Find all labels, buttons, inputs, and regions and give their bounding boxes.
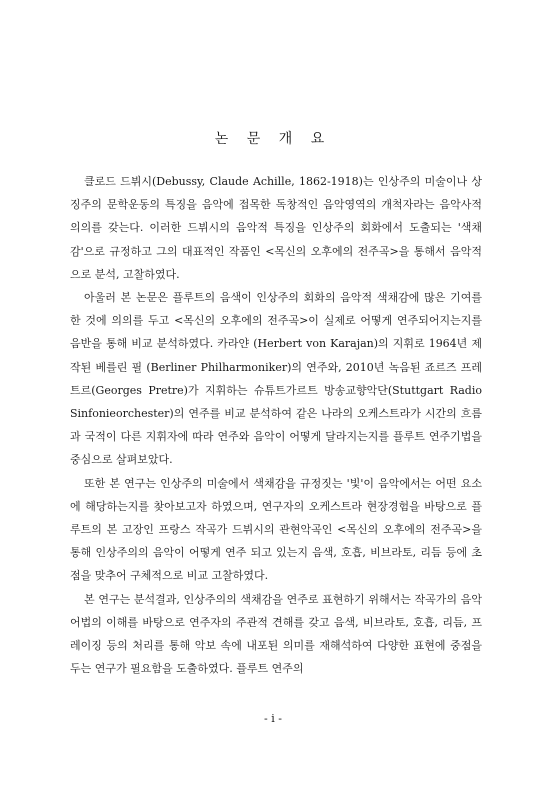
paragraph-1: 클로드 드뷔시(Debussy, Claude Achille, 1862-1918)는 인상주의 미술이나 상징주의 문학운동의 특징을 음악에 접목한 독창적인 음악영역의 개척자라는 음악사적 의의를 갖는다. 이러한 드뷔시의 음악적 특징을 인상주의 회화에서 도출되는 '색채감'으로 규정하고 그의 대표적인 작품인 <목신의 오후에의 전주곡>을 통해서 음악적으로 분석, 고찰하였다.: [70, 175, 482, 281]
abstract-body: [70, 170, 482, 680]
page-title: 논 문 개 요: [214, 131, 332, 147]
page-number: - i -: [264, 712, 282, 725]
paragraph-3: 또한 본 연구는 인상주의 미술에서 색채감을 규정짓는 '빛'이 음악에서는 어떤 요소에 해당하는지를 찾아보고자 하였으며, 연구자의 오케스트라 현장경험을 바탕으로 플루트의 본 고장인 프랑스 작곡가 드뷔시의 관현악곡인 <목신의 오후에의 전주곡>을 통해 인상주의의 음악이 어떻게 연주 되고 있는지 음색, 호흡, 비브라토, 리듬 등에 초점을 맞추어 구체적으로 비교 고찰하였다.: [70, 476, 482, 583]
paragraph-2: 아울러 본 논문은 플루트의 음색이 인상주의 회화의 음악적 색채감에 많은 기여를 한 것에 의의를 두고 <목신의 오후에의 전주곡>이 실제로 어떻게 연주되어지는지를 음반을 통해 비교 분석하였다. 카라얀 (Herbert von Karajan)의 지휘로 1964년 제작된 베를린 필 (Berliner Philharmoniker)의 연주와, 2010년 녹음된 죠르즈 프레트르(Georges Pretre)가 지휘하는 슈튜트가르트 방송교향악단(Stuttgart Radio Sinfonieorchester)의 연주를 비교 분석하여 같은 나라의 오케스트라가 시간의 흐름과 국적이 다른 지휘자에 따라 연주와 음악이 어떻게 달라지는지를 플루트 연주기법을 중심으로 살펴보았다.: [70, 291, 482, 467]
paragraph-4: 본 연구는 분석결과, 인상주의의 색채감을 연주로 표현하기 위해서는 작곡가의 음악어법의 이해를 바탕으로 연주자의 주관적 견해를 갖고 음색, 비브라토, 호흡, 리듬, 프레이징 등의 처리를 통해 악보 속에 내포된 의미를 재해석하여 다양한 표현에 중점을 두는 연구가 필요함을 도출하였다. 플루트 연주의: [70, 592, 482, 676]
